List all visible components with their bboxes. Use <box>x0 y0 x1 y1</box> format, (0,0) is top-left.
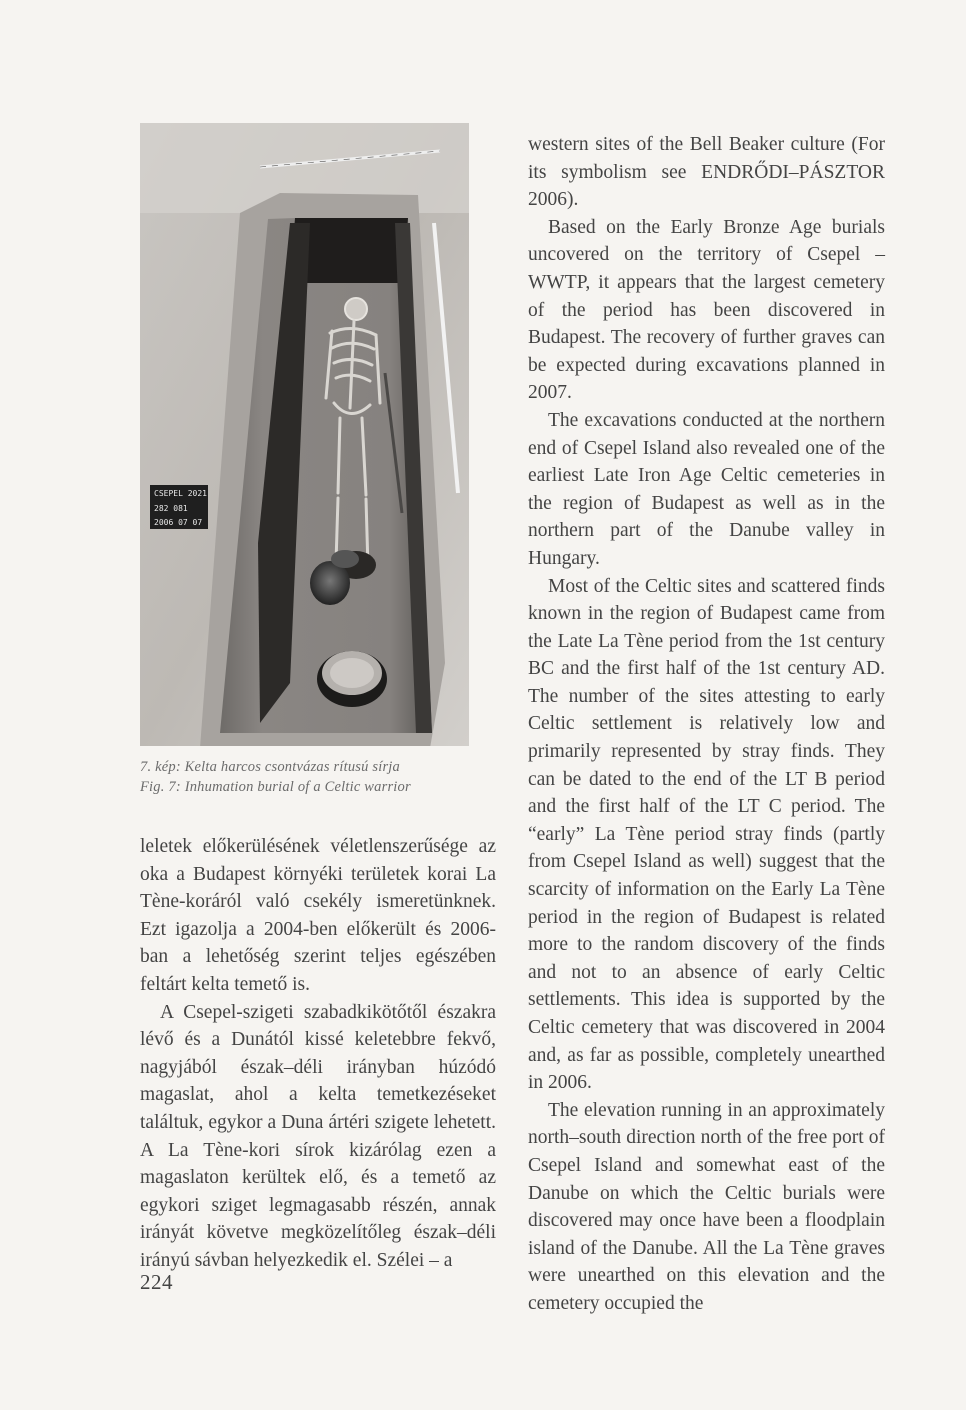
label-line-3: 2006 07 07 <box>154 518 203 527</box>
right-text-column <box>528 131 885 1318</box>
label-line-1: CSEPEL 2021 <box>154 489 207 498</box>
page-number: 224 <box>140 1270 173 1294</box>
grave-photograph <box>140 123 469 746</box>
right-paragraph-2: Based on the Early Bronze Age burials uncovered on the territory of Csepel – WWTP, it appears that the largest cemetery of the period has been discovered in Budapest. The recovery of further graves can be expected during excavations planned in 2007. <box>528 216 885 404</box>
right-paragraph-4: Most of the Celtic sites and scattered finds known in the region of Budapest came from the Late La Tène period from the 1st century BC and the first half of the 1st century AD. The number of the sites attesting to early Celtic settlement is relatively low and primarily represented by stray finds. They can be dated to the end of the LT B period and the first half of the LT C period. The “early” La Tène period stray finds (partly from Csepel Island as well) suggest that the scarcity of information on the Early La Tène period in the region of Budapest is related more to the random discovery of the finds and not to an absence of early Celtic settlements. This idea is supported by the Celtic cemetery that was discovered in 2004 and, as far as possible, completely unearthed in 2006. <box>528 575 885 1094</box>
caption-english: Fig. 7: Inhumation burial of a Celtic warrior <box>140 779 411 795</box>
right-paragraph-5: The elevation running in an approximately north–south direction north of the free port of Csepel Island and somewhat east of the Danube on which the Celtic burials were discovered may once have been a floodplain island of the Danube. All the La Tène graves were unearthed on this elevation and the cemetery occupied the <box>528 1099 885 1314</box>
left-text-column <box>140 833 496 1275</box>
left-paragraph-1: leletek előkerülésének véletlenszerűsége az oka a Budapest környéki területek korai La Tène-koráról való csekély ismeretünknek. Ezt igazolja a 2004-ben előkerült és 2006-ban a lehetőség szerint teljes egészében feltárt kelta temető is. <box>140 836 496 995</box>
left-paragraph-2: A Csepel-szigeti szabadkikötőtől északra lévő és a Dunától kissé keletebbre fekvő, nagyjából észak–déli irányban húzódó magaslat, ahol a kelta temetkezéseket találtuk, egykor a Duna ártéri szigete lehetett. A La Tène-kori sírok kizárólag ezen a magaslaton kerültek elő, és a temető az egykori sziget legmagasabb részén, annak irányát követve megközelítőleg észak–déli irányú sávban helyezkedik el. Szélei – a <box>140 1001 496 1271</box>
caption-hungarian: 7. kép: Kelta harcos csontvázas rítusú sírja <box>140 759 400 775</box>
label-line-2: 282 081 <box>154 504 188 513</box>
excavation-label-board <box>150 485 208 529</box>
figure-caption <box>140 757 480 797</box>
right-paragraph-1: western sites of the Bell Beaker culture (For its symbolism see ENDRŐDI–PÁSZTOR 2006). <box>528 134 885 211</box>
right-paragraph-3: The excavations conducted at the northern end of Csepel Island also revealed one of the earliest Late Iron Age Celtic cemeteries in the region of Budapest as well as in the northern part of the Danube valley in Hungary. <box>528 409 885 569</box>
